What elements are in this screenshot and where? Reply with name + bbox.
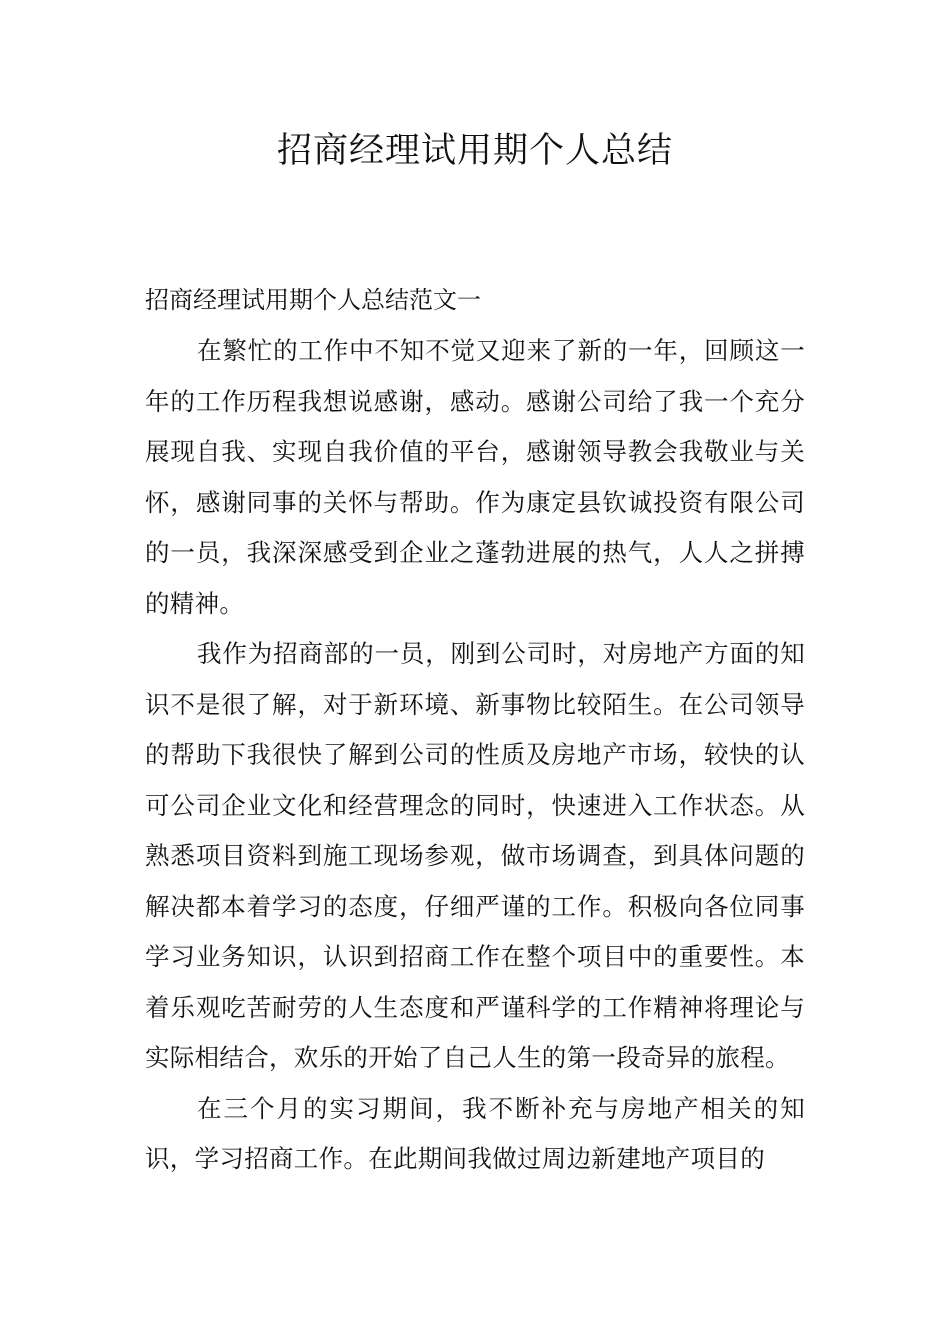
document-title: 招商经理试用期个人总结 [276, 131, 673, 171]
paragraph: 在三个月的实习期间，我不断补充与房地产相关的知识，学习招商工作。在此期间我做过周边新建地产项目的 [145, 1093, 805, 1173]
paragraph: 我作为招商部的一员，刚到公司时，对房地产方面的知识不是很了解，对于新环境、新事物比较陌生。在公司领导的帮助下我很快了解到公司的性质及房地产市场，较快的认可公司企业文化和经营理念的同时，快速进入工作状态。从熟悉项目资料到施工现场参观，做市场调查，到具体问题的解决都本着学习的态度，仔细严谨的工作。积极向各位同事学习业务知识，认识到招商工作在整个项目中的重要性。本着乐观吃苦耐劳的人生态度和严谨科学的工作精神将理论与实际相结合，欢乐的开始了自己人生的第一段奇异的旅程。 [145, 639, 805, 1072]
document-body [145, 280, 805, 1185]
paragraph: 在繁忙的工作中不知不觉又迎来了新的一年，回顾这一年的工作历程我想说感谢，感动。感谢公司给了我一个充分展现自我、实现自我价值的平台，感谢领导教会我敬业与关怀，感谢同事的关怀与帮助。作为康定县钦诚投资有限公司的一员，我深深感受到企业之蓬勃进展的热气，人人之拼搏的精神。 [145, 336, 805, 618]
document-subtitle: 招商经理试用期个人总结范文一 [145, 286, 481, 314]
